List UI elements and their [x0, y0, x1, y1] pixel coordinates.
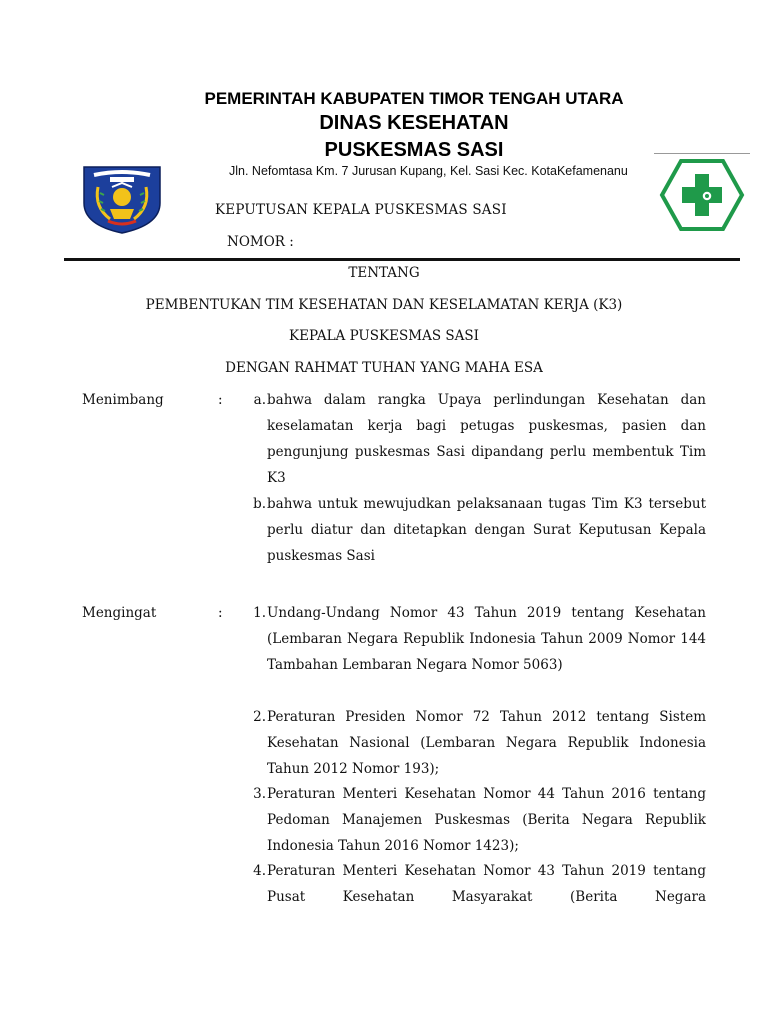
- item-marker: 4.: [253, 863, 266, 879]
- item-text: Peraturan Presiden Nomor 72 Tahun 2012 tentang Sistem Kesehatan Nasional (Lembaran Negara Republik Indonesia Tahun 2012 Nomor 193);: [267, 709, 706, 777]
- menimbang-label: Menimbang: [82, 392, 164, 408]
- item-text: Peraturan Menteri Kesehatan Nomor 43 Tahun 2019 tentang Pusat Kesehatan Masyarakat (Berita Negara: [267, 863, 706, 905]
- regency-emblem-icon: [80, 163, 164, 235]
- decree-issuer: KEPALA PUSKESMAS SASI: [289, 328, 479, 344]
- blessing-line: DENGAN RAHMAT TUHAN YANG MAHA ESA: [225, 360, 543, 376]
- menimbang-colon: :: [218, 392, 223, 408]
- decree-number-label: NOMOR :: [227, 234, 294, 250]
- decree-title: KEPUTUSAN KEPALA PUSKESMAS SASI: [215, 202, 507, 218]
- item-marker: b.: [253, 496, 266, 512]
- header-rule: [64, 258, 740, 261]
- about-heading: TENTANG: [348, 265, 420, 281]
- item-text: bahwa dalam rangka Upaya perlindungan Kesehatan dan keselamatan kerja bagi petugas puskesmas, pasien dan pengunjung puskesmas Sasi dipandang perlu membentuk Tim K3: [267, 392, 706, 486]
- item-marker: 2.: [253, 709, 266, 725]
- item-marker: a.: [253, 392, 266, 408]
- address: Jln. Nefomtasa Km. 7 Jurusan Kupang, Kel. Sasi Kec. KotaKefamenanu: [229, 164, 628, 178]
- decree-subject: PEMBENTUKAN TIM KESEHATAN DAN KESELAMATAN KERJA (K3): [145, 297, 623, 313]
- item-marker: 3.: [253, 786, 266, 802]
- item-text: bahwa untuk mewujudkan pelaksanaan tugas Tim K3 tersebut perlu diatur dan ditetapkan dengan Surat Keputusan Kepala puskesmas Sasi: [267, 496, 706, 564]
- puskesmas-name: PUSKESMAS SASI: [324, 139, 504, 161]
- header-divider: [654, 153, 750, 154]
- government-name: PEMERINTAH KABUPATEN TIMOR TENGAH UTARA: [204, 89, 624, 108]
- department-name: DINAS KESEHATAN: [319, 112, 509, 134]
- item-marker: 1.: [253, 605, 266, 621]
- item-text: Peraturan Menteri Kesehatan Nomor 44 Tahun 2016 tentang Pedoman Manajemen Puskesmas (Berita Negara Republik Indonesia Tahun 2016 Nomor 1423);: [267, 786, 706, 854]
- mengingat-label: Mengingat: [82, 605, 157, 621]
- mengingat-colon: :: [218, 605, 223, 621]
- item-text: Undang-Undang Nomor 43 Tahun 2019 tentang Kesehatan (Lembaran Negara Republik Indonesia Tahun 2009 Nomor 144 Tambahan Lembaran Negara Nomor 5063): [267, 605, 706, 673]
- puskesmas-cross-logo-icon: [659, 158, 745, 232]
